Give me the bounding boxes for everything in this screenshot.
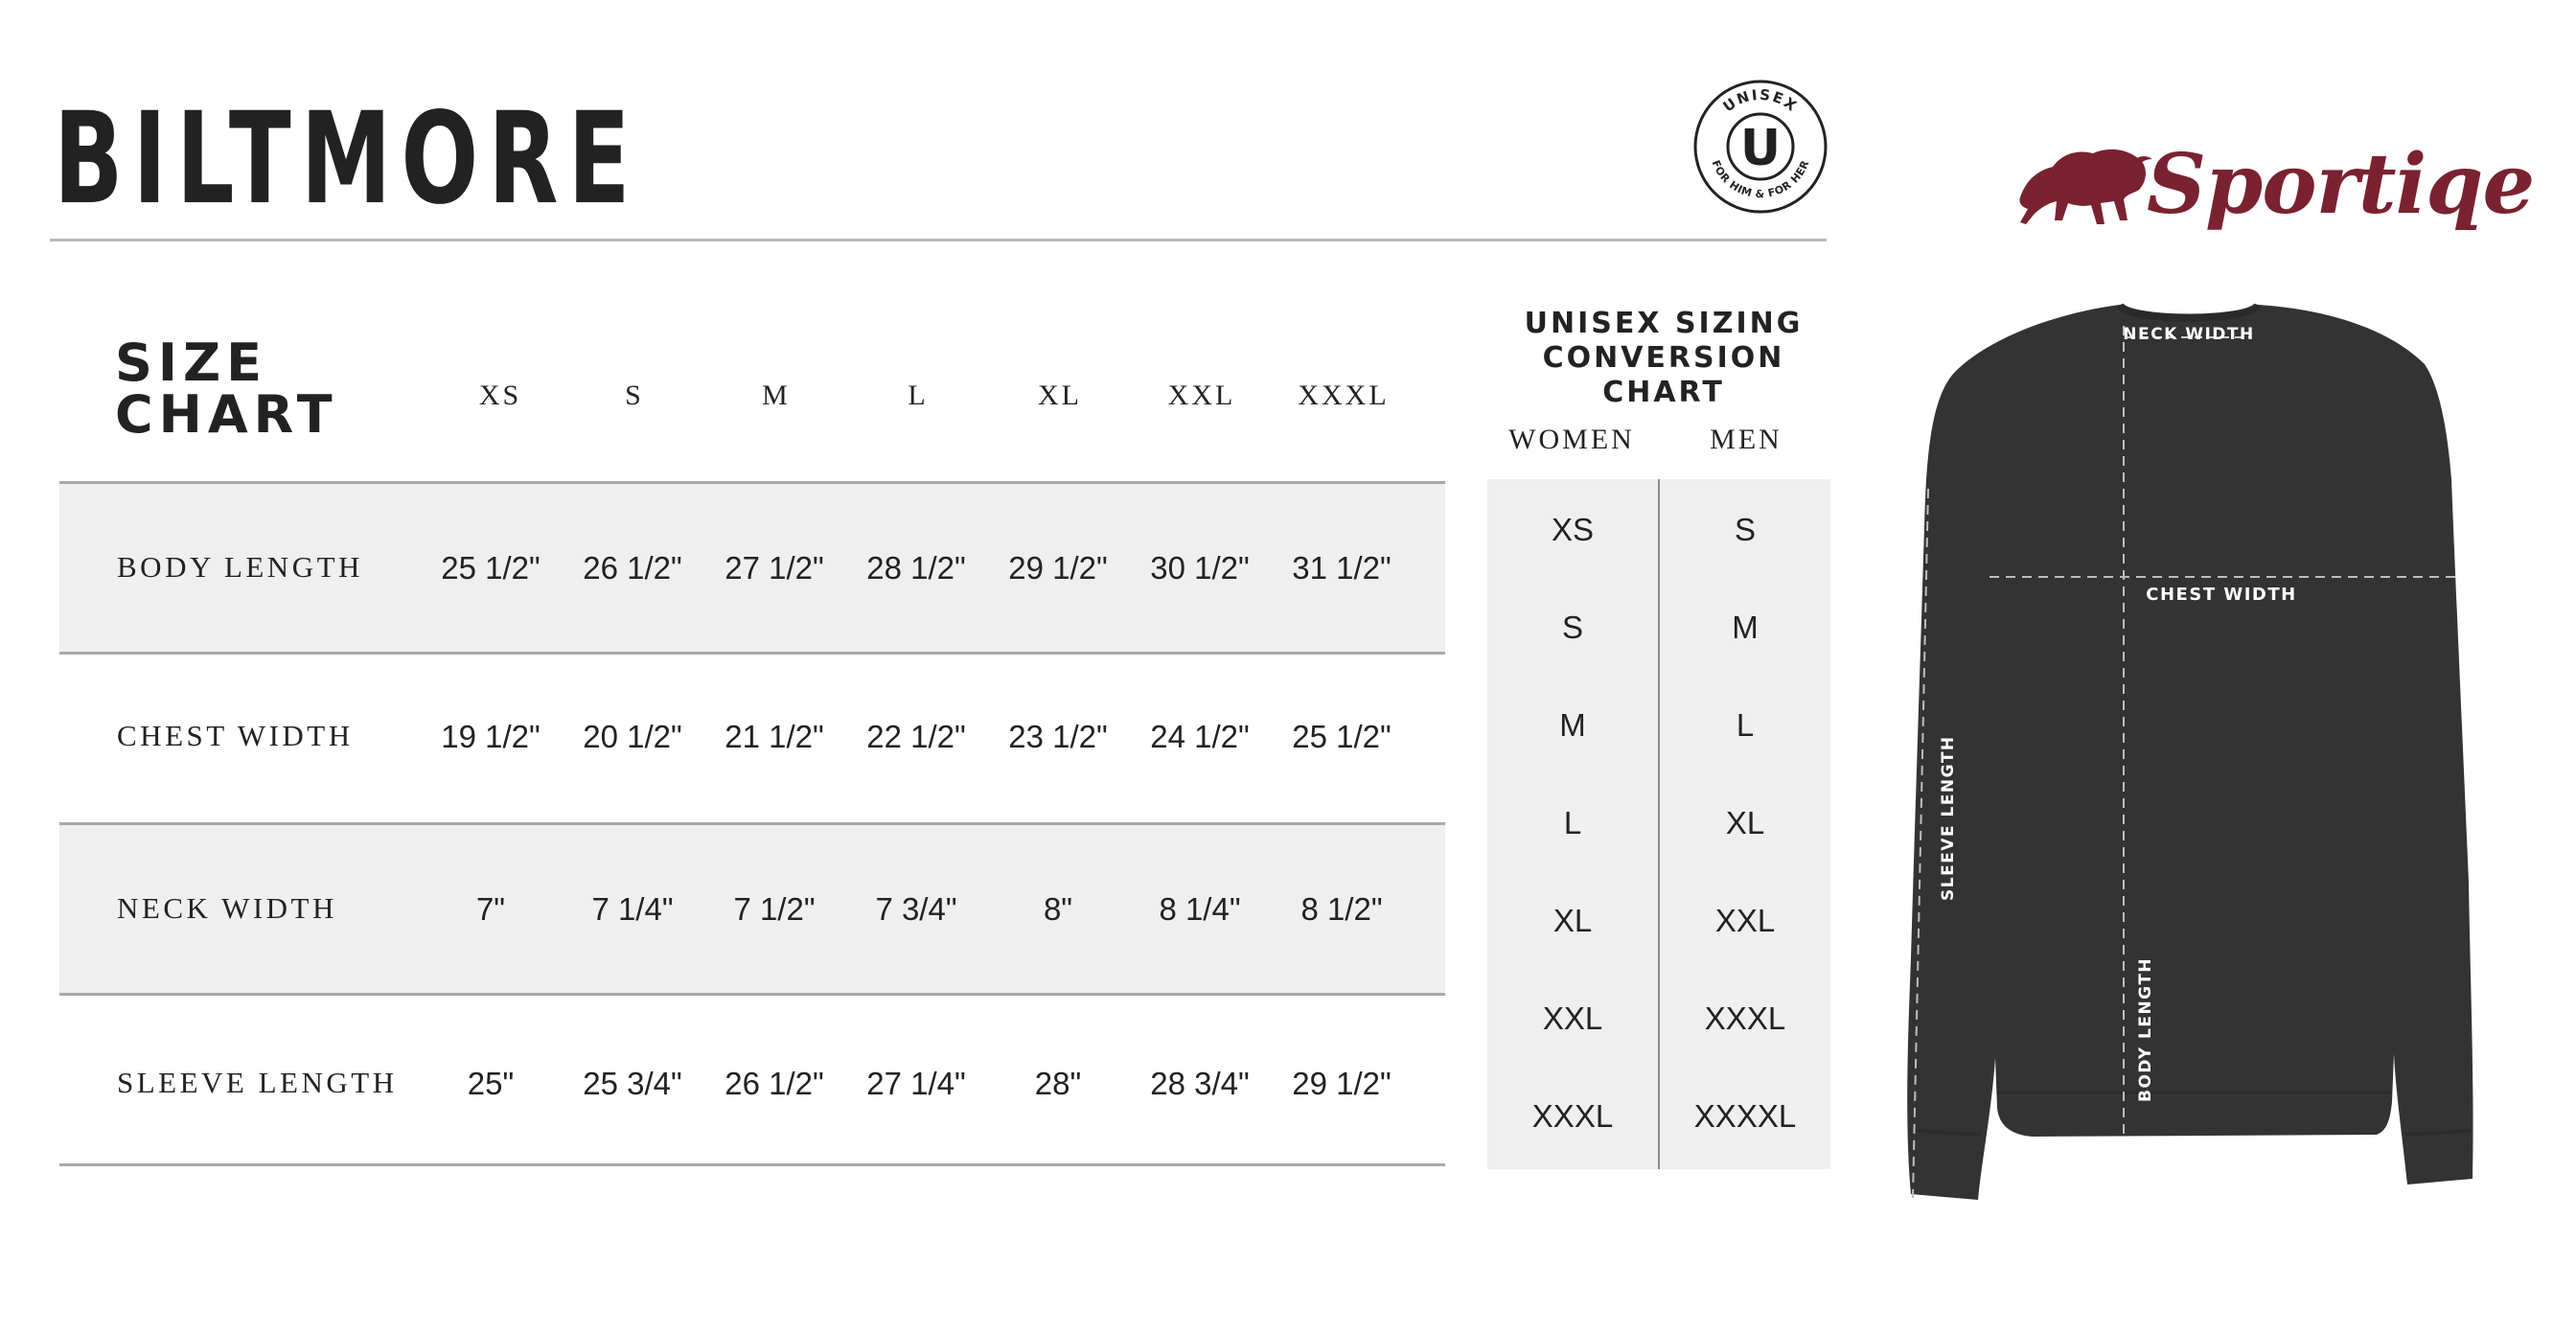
header-divider (50, 239, 1827, 242)
table-cell: 27 1/4" (866, 1066, 966, 1101)
size-header-xs: XS (478, 380, 522, 411)
size-header-xxxl: XXXL (1298, 380, 1390, 411)
table-cell: 7 1/4" (591, 891, 674, 927)
sleeve-length-label: SLEEVE LENGTH (1939, 735, 1958, 901)
table-rule (59, 1163, 1445, 1166)
table-cell: 28 1/2" (866, 550, 966, 586)
table-cell: 8 1/2" (1300, 891, 1383, 927)
sweater-body (1907, 305, 2472, 1200)
women-size-cell: XXXL (1531, 1098, 1614, 1134)
row-label-neck-width: NECK WIDTH (117, 891, 337, 925)
badge-top-text: UNISEX (1719, 85, 1802, 116)
row-label-sleeve-length: SLEEVE LENGTH (117, 1066, 398, 1099)
size-header-l: L (908, 380, 929, 411)
table-rule (59, 822, 1445, 825)
table-cell: 19 1/2" (441, 719, 540, 754)
table-cell: 28 3/4" (1150, 1066, 1250, 1101)
table-cell: 30 1/2" (1150, 550, 1250, 586)
table-rule (59, 993, 1445, 996)
size-chart-heading (115, 333, 338, 445)
men-column-header: MEN (1710, 424, 1782, 455)
table-cell: 31 1/2" (1292, 550, 1392, 586)
badge-letter: U (1739, 120, 1782, 177)
table-cell: 26 1/2" (583, 550, 682, 586)
table-cell: 23 1/2" (1008, 719, 1108, 754)
row-label-chest-width: CHEST WIDTH (117, 719, 354, 752)
product-title: BILTMORE (54, 85, 640, 233)
table-cell: 27 1/2" (724, 550, 824, 586)
row-label-body-length: BODY LENGTH (117, 550, 363, 584)
men-size-cell: L (1736, 707, 1755, 743)
size-header-xxl: XXL (1167, 380, 1236, 411)
table-cell: 8 1/4" (1159, 891, 1241, 927)
table-cell: 8" (1043, 891, 1073, 927)
men-size-cell: XXL (1714, 903, 1776, 938)
table-cell: 25 3/4" (583, 1066, 682, 1101)
table-cell: 28" (1034, 1066, 1082, 1101)
table-cell: 21 1/2" (724, 719, 824, 754)
table-rule (59, 652, 1445, 655)
brand-logo-text: Sportiqe (2147, 136, 2535, 233)
women-size-cell: XL (1552, 903, 1593, 938)
sweater-diagram (1869, 288, 2559, 1227)
table-cell: 25 1/2" (441, 550, 540, 586)
svg-text:UNISEX (1720, 86, 1802, 116)
neck-width-label: NECK WIDTH (2123, 325, 2255, 344)
conversion-title-line1: UNISEX SIZING (1524, 307, 1804, 340)
men-size-cell: S (1734, 512, 1756, 547)
men-size-cell: XXXL (1704, 1000, 1786, 1036)
unisex-badge (1692, 79, 1828, 215)
women-size-cell: L (1563, 805, 1582, 840)
table-cell: 26 1/2" (724, 1066, 824, 1101)
table-cell: 20 1/2" (583, 719, 682, 754)
size-header-m: M (762, 380, 791, 411)
conversion-chart-title (1482, 307, 1846, 410)
table-cell: 24 1/2" (1150, 719, 1250, 754)
table-cell: 25" (467, 1066, 515, 1101)
women-size-cell: S (1561, 610, 1583, 645)
table-cell: 7" (475, 891, 506, 927)
men-size-cell: XL (1725, 805, 1765, 840)
table-cell: 22 1/2" (866, 719, 966, 754)
men-size-cell: M (1732, 610, 1759, 645)
size-header-xl: XL (1038, 380, 1082, 411)
body-length-label: BODY LENGTH (2136, 956, 2155, 1102)
women-size-cell: XS (1551, 512, 1595, 547)
women-size-cell: M (1559, 707, 1586, 743)
size-chart-heading-line1: SIZE (115, 333, 268, 393)
chest-width-label: CHEST WIDTH (2146, 585, 2297, 605)
table-cell: 7 1/2" (733, 891, 816, 927)
men-size-cell: XXXXL (1693, 1098, 1797, 1134)
table-cell: 29 1/2" (1292, 1066, 1392, 1101)
bison-icon (2019, 150, 2152, 224)
conversion-title-line2: CONVERSION CHART (1542, 341, 1785, 409)
table-cell: 29 1/2" (1008, 550, 1108, 586)
badge-bottom-text: FOR HIM & FOR HER (1709, 158, 1812, 201)
size-chart-heading-line2: CHART (115, 384, 338, 445)
table-cell: 25 1/2" (1292, 719, 1392, 754)
women-size-cell: XXL (1542, 1000, 1603, 1036)
table-rule (59, 481, 1445, 484)
size-header-s: S (625, 380, 644, 411)
women-column-header: WOMEN (1508, 424, 1635, 455)
table-cell: 7 3/4" (875, 891, 957, 927)
